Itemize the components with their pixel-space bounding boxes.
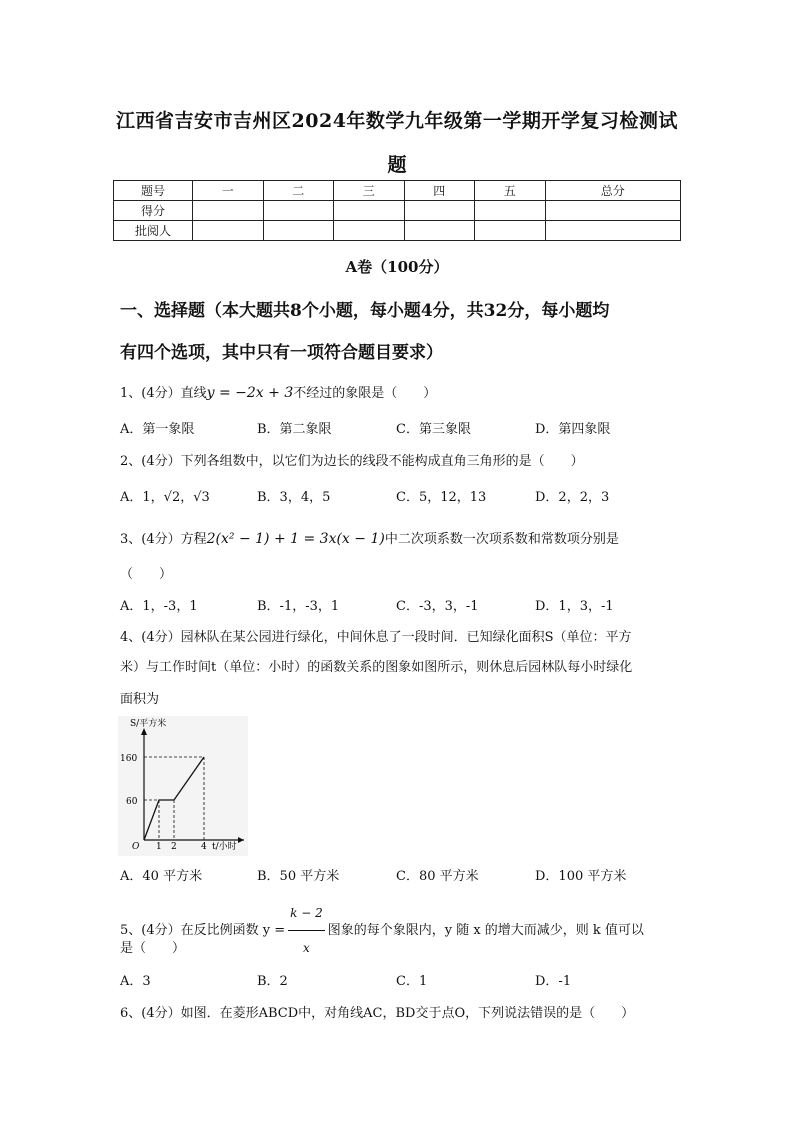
score-table-header: 总分 (545, 181, 681, 201)
question-3 (120, 528, 619, 547)
q3-prefix: 3、(4分）方程 (120, 532, 207, 547)
q5-option-d[interactable]: D．-1 (535, 974, 572, 989)
q3-formula: 2(x² − 1) + 1 = 3x(x − 1) (206, 531, 385, 547)
question-5 (120, 896, 644, 965)
q5-option-a[interactable]: A．3 (120, 974, 151, 989)
score-cell[interactable] (404, 201, 475, 221)
q1-option-a[interactable]: A．第一象限 (120, 422, 195, 437)
y-axis-label: S/平方米 (130, 719, 167, 729)
q2-option-a[interactable]: A．1，√2，√3 (120, 490, 210, 505)
score-cell[interactable] (334, 221, 405, 241)
question-4-line3: 面积为 (120, 692, 160, 707)
q1-option-b[interactable]: B．第二象限 (257, 422, 332, 437)
score-table-header: 二 (263, 181, 334, 201)
score-cell[interactable] (334, 201, 405, 221)
score-table (113, 180, 681, 241)
q3-option-b[interactable]: B．-1，-3，1 (257, 599, 340, 614)
q3-option-c[interactable]: C．-3，3，-1 (396, 599, 479, 614)
question-1 (120, 382, 436, 401)
q1-suffix: 不经过的象限是（ ） (293, 386, 437, 401)
q3-option-d[interactable]: D．1，3，-1 (535, 599, 614, 614)
x-tick-2: 2 (171, 842, 177, 852)
q1-prefix: 1、(4分）直线 (120, 386, 207, 401)
score-row-label: 批阅人 (114, 221, 193, 241)
q2-option-c[interactable]: C．5，12，13 (396, 490, 487, 505)
q1-formula: y = −2x + 3 (206, 385, 294, 401)
section-a-title: A卷（100分） (345, 258, 449, 276)
q4-option-b[interactable]: B．50 平方米 (257, 869, 340, 884)
question-4-line1: 4、(4分）园林队在某公园进行绿化，中间休息了一段时间．已知绿化面积S（单位：平方 (120, 630, 632, 645)
question-6: 6、(4分）如图．在菱形ABCD中，对角线AC，BD交于点O，下列说法错误的是（ ） (120, 1006, 635, 1021)
score-cell[interactable] (545, 221, 681, 241)
q4-option-d[interactable]: D．100 平方米 (535, 869, 627, 884)
score-table-header-row (114, 181, 681, 201)
exam-title-line1: 江西省吉安市吉州区2024年数学九年级第一学期开学复习检测试 (116, 110, 678, 132)
q3-option-a[interactable]: A．1，-3，1 (120, 599, 198, 614)
q5-fraction (288, 896, 325, 965)
score-table-row (114, 221, 681, 241)
q1-option-d[interactable]: D．第四象限 (535, 422, 611, 437)
score-cell[interactable] (404, 221, 475, 241)
q3-suffix: 中二次项系数一次项系数和常数项分别是 (384, 532, 619, 547)
q5-prefix: 5、(4分）在反比例函数 y = (120, 923, 286, 938)
exam-title-line2: 题 (387, 154, 407, 176)
origin-label: O (132, 842, 140, 852)
score-row-label: 得分 (114, 201, 193, 221)
x-tick-1: 1 (156, 842, 162, 852)
q4-graph (118, 716, 248, 856)
q5-line2: 是（ ） (120, 941, 186, 956)
score-cell[interactable] (193, 221, 264, 241)
q4-option-c[interactable]: C．80 平方米 (396, 869, 479, 884)
score-cell[interactable] (263, 201, 334, 221)
q5-frac-denominator: x (303, 941, 310, 955)
question-4-line2: 米）与工作时间t（单位：小时）的函数关系的图象如图所示，则休息后园林队每小时绿化 (120, 660, 633, 675)
x-tick-4: 4 (201, 842, 207, 852)
q4-option-a[interactable]: A．40 平方米 (120, 869, 203, 884)
score-table-header: 四 (404, 181, 475, 201)
y-tick-160: 160 (120, 754, 138, 764)
score-cell[interactable] (193, 201, 264, 221)
question-2: 2、(4分）下列各组数中，以它们为边长的线段不能构成直角三角形的是（ ） (120, 454, 584, 469)
y-tick-60: 60 (126, 797, 138, 807)
q5-option-c[interactable]: C．1 (396, 974, 428, 989)
q5-option-b[interactable]: B．2 (257, 974, 288, 989)
q1-option-c[interactable]: C．第三象限 (396, 422, 471, 437)
section-1-heading-line1: 一、选择题（本大题共8个小题，每小题4分，共32分，每小题均 (120, 301, 610, 321)
score-table-row (114, 201, 681, 221)
x-axis-label: t/小时 (212, 842, 237, 852)
score-table-header: 三 (334, 181, 405, 201)
score-cell[interactable] (475, 201, 546, 221)
score-table-header: 一 (193, 181, 264, 201)
q5-frac-numerator: k − 2 (288, 896, 325, 931)
score-table-header: 题号 (114, 181, 193, 201)
score-table-header: 五 (475, 181, 546, 201)
q2-option-d[interactable]: D．2，2，3 (535, 490, 610, 505)
q2-option-b[interactable]: B．3，4，5 (257, 490, 331, 505)
score-cell[interactable] (263, 221, 334, 241)
section-1-heading-line2: 有四个选项，其中只有一项符合题目要求） (120, 343, 443, 363)
score-cell[interactable] (545, 201, 681, 221)
q5-suffix: 图象的每个象限内，y 随 x 的增大而减少，则 k 值可以 (327, 923, 644, 938)
score-cell[interactable] (475, 221, 546, 241)
q3-answer-bracket: （ ） (120, 567, 173, 582)
